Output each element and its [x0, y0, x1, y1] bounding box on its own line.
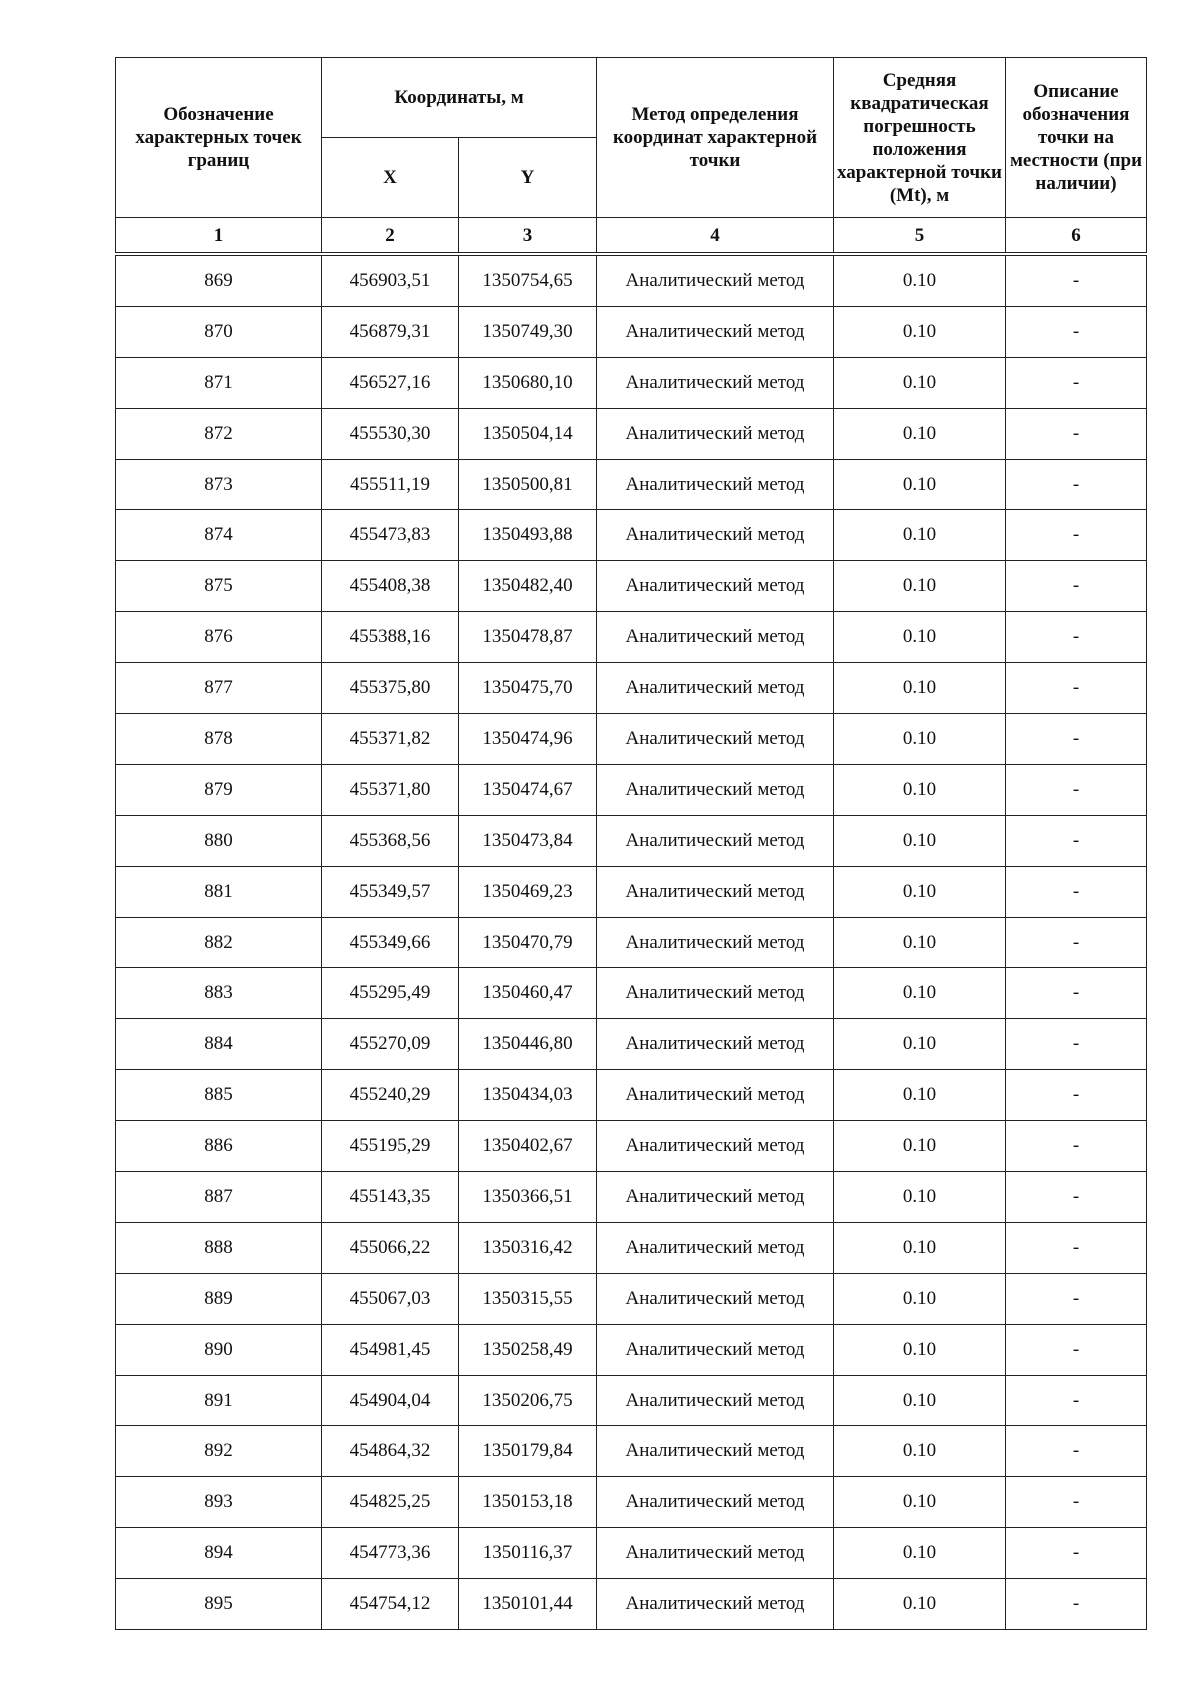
- point-id-cell: 879: [116, 764, 322, 815]
- error-value-cell: 0.10: [834, 1375, 1006, 1426]
- header-description: Описание обозначения точки на местности (при наличии): [1006, 58, 1147, 218]
- table-row: [116, 1324, 1147, 1375]
- point-id-cell: 872: [116, 408, 322, 459]
- point-id-cell: 891: [116, 1375, 322, 1426]
- coord-x-cell: 455375,80: [322, 663, 459, 714]
- coord-y-cell: 1350179,84: [459, 1426, 597, 1477]
- coord-x-cell: 455270,09: [322, 1019, 459, 1070]
- description-cell: -: [1006, 561, 1147, 612]
- column-number: 4: [597, 218, 834, 253]
- coord-y-cell: 1350474,96: [459, 714, 597, 765]
- description-cell: -: [1006, 866, 1147, 917]
- header-method: Метод определения координат характерной точки: [597, 58, 834, 218]
- error-value-cell: 0.10: [834, 561, 1006, 612]
- error-value-cell: 0.10: [834, 612, 1006, 663]
- table-header: [115, 57, 1147, 253]
- method-cell: Аналитический метод: [597, 714, 834, 765]
- method-cell: Аналитический метод: [597, 1579, 834, 1630]
- coord-y-cell: 1350153,18: [459, 1477, 597, 1528]
- point-id-cell: 869: [116, 256, 322, 307]
- method-cell: Аналитический метод: [597, 815, 834, 866]
- error-value-cell: 0.10: [834, 459, 1006, 510]
- coord-y-cell: 1350680,10: [459, 357, 597, 408]
- error-value-cell: 0.10: [834, 764, 1006, 815]
- error-value-cell: 0.10: [834, 306, 1006, 357]
- description-cell: -: [1006, 1528, 1147, 1579]
- method-cell: Аналитический метод: [597, 459, 834, 510]
- point-id-cell: 875: [116, 561, 322, 612]
- description-cell: -: [1006, 1070, 1147, 1121]
- coord-x-cell: 454754,12: [322, 1579, 459, 1630]
- point-id-cell: 887: [116, 1172, 322, 1223]
- coord-y-cell: 1350478,87: [459, 612, 597, 663]
- method-cell: Аналитический метод: [597, 1324, 834, 1375]
- coord-y-cell: 1350116,37: [459, 1528, 597, 1579]
- table-row: [116, 357, 1147, 408]
- point-id-cell: 890: [116, 1324, 322, 1375]
- description-cell: -: [1006, 1172, 1147, 1223]
- point-id-cell: 895: [116, 1579, 322, 1630]
- table-row: [116, 917, 1147, 968]
- table-row: [116, 306, 1147, 357]
- coord-x-cell: 456527,16: [322, 357, 459, 408]
- point-id-cell: 877: [116, 663, 322, 714]
- point-id-cell: 880: [116, 815, 322, 866]
- point-id-cell: 881: [116, 866, 322, 917]
- coord-y-cell: 1350316,42: [459, 1222, 597, 1273]
- method-cell: Аналитический метод: [597, 917, 834, 968]
- point-id-cell: 870: [116, 306, 322, 357]
- error-value-cell: 0.10: [834, 1273, 1006, 1324]
- coord-x-cell: 455295,49: [322, 968, 459, 1019]
- point-id-cell: 882: [116, 917, 322, 968]
- coord-x-cell: 455511,19: [322, 459, 459, 510]
- point-id-cell: 894: [116, 1528, 322, 1579]
- coord-y-cell: 1350473,84: [459, 815, 597, 866]
- error-value-cell: 0.10: [834, 968, 1006, 1019]
- description-cell: -: [1006, 1121, 1147, 1172]
- error-value-cell: 0.10: [834, 256, 1006, 307]
- coord-x-cell: 455066,22: [322, 1222, 459, 1273]
- coordinates-table: [115, 255, 1147, 1630]
- coord-y-cell: 1350434,03: [459, 1070, 597, 1121]
- error-value-cell: 0.10: [834, 1579, 1006, 1630]
- description-cell: -: [1006, 1477, 1147, 1528]
- column-number: 3: [459, 218, 597, 253]
- point-id-cell: 876: [116, 612, 322, 663]
- point-id-cell: 886: [116, 1121, 322, 1172]
- method-cell: Аналитический метод: [597, 306, 834, 357]
- table-row: [116, 1477, 1147, 1528]
- method-cell: Аналитический метод: [597, 1070, 834, 1121]
- error-value-cell: 0.10: [834, 714, 1006, 765]
- method-cell: Аналитический метод: [597, 1273, 834, 1324]
- coord-y-cell: 1350460,47: [459, 968, 597, 1019]
- coord-x-cell: 455530,30: [322, 408, 459, 459]
- description-cell: -: [1006, 917, 1147, 968]
- error-value-cell: 0.10: [834, 866, 1006, 917]
- table-row: [116, 612, 1147, 663]
- coord-x-cell: 456903,51: [322, 256, 459, 307]
- description-cell: -: [1006, 1375, 1147, 1426]
- point-id-cell: 871: [116, 357, 322, 408]
- method-cell: Аналитический метод: [597, 561, 834, 612]
- description-cell: -: [1006, 815, 1147, 866]
- coord-x-cell: 454773,36: [322, 1528, 459, 1579]
- error-value-cell: 0.10: [834, 1222, 1006, 1273]
- error-value-cell: 0.10: [834, 663, 1006, 714]
- header-x: X: [322, 138, 459, 218]
- coord-x-cell: 455349,57: [322, 866, 459, 917]
- method-cell: Аналитический метод: [597, 408, 834, 459]
- coord-y-cell: 1350258,49: [459, 1324, 597, 1375]
- description-cell: -: [1006, 612, 1147, 663]
- method-cell: Аналитический метод: [597, 663, 834, 714]
- coord-x-cell: 454904,04: [322, 1375, 459, 1426]
- method-cell: Аналитический метод: [597, 1222, 834, 1273]
- error-value-cell: 0.10: [834, 1172, 1006, 1223]
- coord-y-cell: 1350446,80: [459, 1019, 597, 1070]
- table-row: [116, 1426, 1147, 1477]
- coord-x-cell: 455195,29: [322, 1121, 459, 1172]
- column-number: 1: [116, 218, 322, 253]
- coord-x-cell: 456879,31: [322, 306, 459, 357]
- error-value-cell: 0.10: [834, 1528, 1006, 1579]
- point-id-cell: 874: [116, 510, 322, 561]
- header-coordinates: Координаты, м: [322, 58, 597, 138]
- coord-x-cell: 455371,82: [322, 714, 459, 765]
- error-value-cell: 0.10: [834, 357, 1006, 408]
- coord-y-cell: 1350482,40: [459, 561, 597, 612]
- description-cell: -: [1006, 764, 1147, 815]
- description-cell: -: [1006, 510, 1147, 561]
- description-cell: -: [1006, 1579, 1147, 1630]
- method-cell: Аналитический метод: [597, 1172, 834, 1223]
- coord-x-cell: 455473,83: [322, 510, 459, 561]
- table-row: [116, 1579, 1147, 1630]
- point-id-cell: 883: [116, 968, 322, 1019]
- table-row: [116, 256, 1147, 307]
- method-cell: Аналитический метод: [597, 357, 834, 408]
- method-cell: Аналитический метод: [597, 1477, 834, 1528]
- table-row: [116, 866, 1147, 917]
- coord-y-cell: 1350469,23: [459, 866, 597, 917]
- coord-y-cell: 1350101,44: [459, 1579, 597, 1630]
- coord-x-cell: 455143,35: [322, 1172, 459, 1223]
- table-row: [116, 1019, 1147, 1070]
- point-id-cell: 892: [116, 1426, 322, 1477]
- coord-y-cell: 1350315,55: [459, 1273, 597, 1324]
- method-cell: Аналитический метод: [597, 1375, 834, 1426]
- coord-x-cell: 454981,45: [322, 1324, 459, 1375]
- description-cell: -: [1006, 1222, 1147, 1273]
- description-cell: -: [1006, 459, 1147, 510]
- point-id-cell: 878: [116, 714, 322, 765]
- error-value-cell: 0.10: [834, 815, 1006, 866]
- point-id-cell: 873: [116, 459, 322, 510]
- coord-x-cell: 455388,16: [322, 612, 459, 663]
- coord-x-cell: 455371,80: [322, 764, 459, 815]
- error-value-cell: 0.10: [834, 1477, 1006, 1528]
- point-id-cell: 885: [116, 1070, 322, 1121]
- error-value-cell: 0.10: [834, 1121, 1006, 1172]
- coord-x-cell: 455240,29: [322, 1070, 459, 1121]
- method-cell: Аналитический метод: [597, 1528, 834, 1579]
- table-row: [116, 561, 1147, 612]
- error-value-cell: 0.10: [834, 1019, 1006, 1070]
- description-cell: -: [1006, 1324, 1147, 1375]
- error-value-cell: 0.10: [834, 917, 1006, 968]
- method-cell: Аналитический метод: [597, 764, 834, 815]
- coord-x-cell: 455408,38: [322, 561, 459, 612]
- method-cell: Аналитический метод: [597, 1426, 834, 1477]
- table-row: [116, 714, 1147, 765]
- error-value-cell: 0.10: [834, 1070, 1006, 1121]
- point-id-cell: 889: [116, 1273, 322, 1324]
- table-row: [116, 1070, 1147, 1121]
- table-row: [116, 1273, 1147, 1324]
- coord-y-cell: 1350475,70: [459, 663, 597, 714]
- table-row: [116, 459, 1147, 510]
- coord-y-cell: 1350500,81: [459, 459, 597, 510]
- point-id-cell: 888: [116, 1222, 322, 1273]
- column-number: 2: [322, 218, 459, 253]
- method-cell: Аналитический метод: [597, 1019, 834, 1070]
- column-number: 6: [1006, 218, 1147, 253]
- table-row: [116, 1222, 1147, 1273]
- coord-y-cell: 1350504,14: [459, 408, 597, 459]
- header-error: Средняя квадратическая погрешность положения характерной точки (Mt), м: [834, 58, 1006, 218]
- coord-y-cell: 1350474,67: [459, 764, 597, 815]
- point-id-cell: 884: [116, 1019, 322, 1070]
- table-row: [116, 1121, 1147, 1172]
- coord-y-cell: 1350206,75: [459, 1375, 597, 1426]
- table-row: [116, 408, 1147, 459]
- coord-y-cell: 1350749,30: [459, 306, 597, 357]
- method-cell: Аналитический метод: [597, 866, 834, 917]
- coord-y-cell: 1350470,79: [459, 917, 597, 968]
- table-row: [116, 510, 1147, 561]
- description-cell: -: [1006, 968, 1147, 1019]
- description-cell: -: [1006, 1273, 1147, 1324]
- method-cell: Аналитический метод: [597, 1121, 834, 1172]
- column-number: 5: [834, 218, 1006, 253]
- description-cell: -: [1006, 1426, 1147, 1477]
- table-row: [116, 815, 1147, 866]
- table-row: [116, 1375, 1147, 1426]
- coord-x-cell: 455067,03: [322, 1273, 459, 1324]
- description-cell: -: [1006, 256, 1147, 307]
- table-row: [116, 764, 1147, 815]
- coord-x-cell: 454825,25: [322, 1477, 459, 1528]
- description-cell: -: [1006, 663, 1147, 714]
- table-row: [116, 1528, 1147, 1579]
- description-cell: -: [1006, 357, 1147, 408]
- header-point-designation: Обозначение характерных точек границ: [116, 58, 322, 218]
- error-value-cell: 0.10: [834, 408, 1006, 459]
- description-cell: -: [1006, 306, 1147, 357]
- table-row: [116, 968, 1147, 1019]
- coord-y-cell: 1350402,67: [459, 1121, 597, 1172]
- coord-x-cell: 455368,56: [322, 815, 459, 866]
- error-value-cell: 0.10: [834, 1324, 1006, 1375]
- method-cell: Аналитический метод: [597, 256, 834, 307]
- error-value-cell: 0.10: [834, 1426, 1006, 1477]
- table-row: [116, 663, 1147, 714]
- table-row: [116, 1172, 1147, 1223]
- coord-x-cell: 454864,32: [322, 1426, 459, 1477]
- description-cell: -: [1006, 408, 1147, 459]
- coord-y-cell: 1350493,88: [459, 510, 597, 561]
- coord-x-cell: 455349,66: [322, 917, 459, 968]
- method-cell: Аналитический метод: [597, 612, 834, 663]
- method-cell: Аналитический метод: [597, 968, 834, 1019]
- header-y: Y: [459, 138, 597, 218]
- error-value-cell: 0.10: [834, 510, 1006, 561]
- coord-y-cell: 1350366,51: [459, 1172, 597, 1223]
- description-cell: -: [1006, 714, 1147, 765]
- coord-y-cell: 1350754,65: [459, 256, 597, 307]
- point-id-cell: 893: [116, 1477, 322, 1528]
- description-cell: -: [1006, 1019, 1147, 1070]
- method-cell: Аналитический метод: [597, 510, 834, 561]
